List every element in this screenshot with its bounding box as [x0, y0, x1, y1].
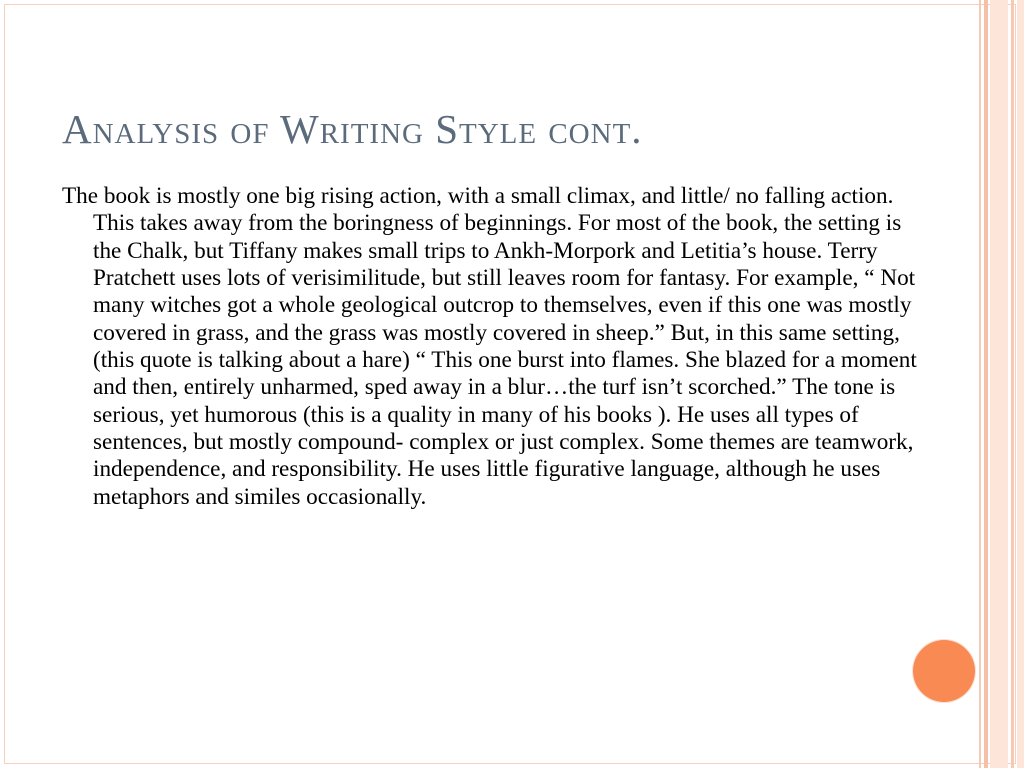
slide-title: Analysis of Writing Style cont. [62, 106, 643, 152]
accent-circle [913, 640, 975, 702]
decorative-stripe [1017, 0, 1024, 768]
slide-body-text: The book is mostly one big rising action, with a small climax, and little/ no falling action. This takes away from the boringness of beginnings. For most of the book, the setting is the Chalk, but Tiffany makes small trips to Ankh-Morpork and Letitia’s house. Terry Pratchett uses lots of verisimilitude, but still leaves room for fantasy. For example, “ Not many witches got a whole geological outcrop to themselves, even if this one was mostly covered in grass, and the grass was mostly covered in sheep.” But, in this same setting,(this quote is talking about a hare) “ This one burst into flames. She blazed for a moment and then, entirely unharmed, sped away in a blur…the turf isn’t scorched.” The tone is serious, yet humorous (this is a quality in many of his books ). He uses all types of sentences, but mostly compound- complex or just complex. Some themes are teamwork, independence, and responsibility. He uses little figurative language, although he uses metaphors and similes occasionally. [62, 183, 917, 510]
decorative-stripe [979, 0, 981, 768]
decorative-stripe [984, 0, 988, 768]
decorative-stripe [1011, 0, 1014, 768]
decorative-stripe [990, 0, 1008, 768]
